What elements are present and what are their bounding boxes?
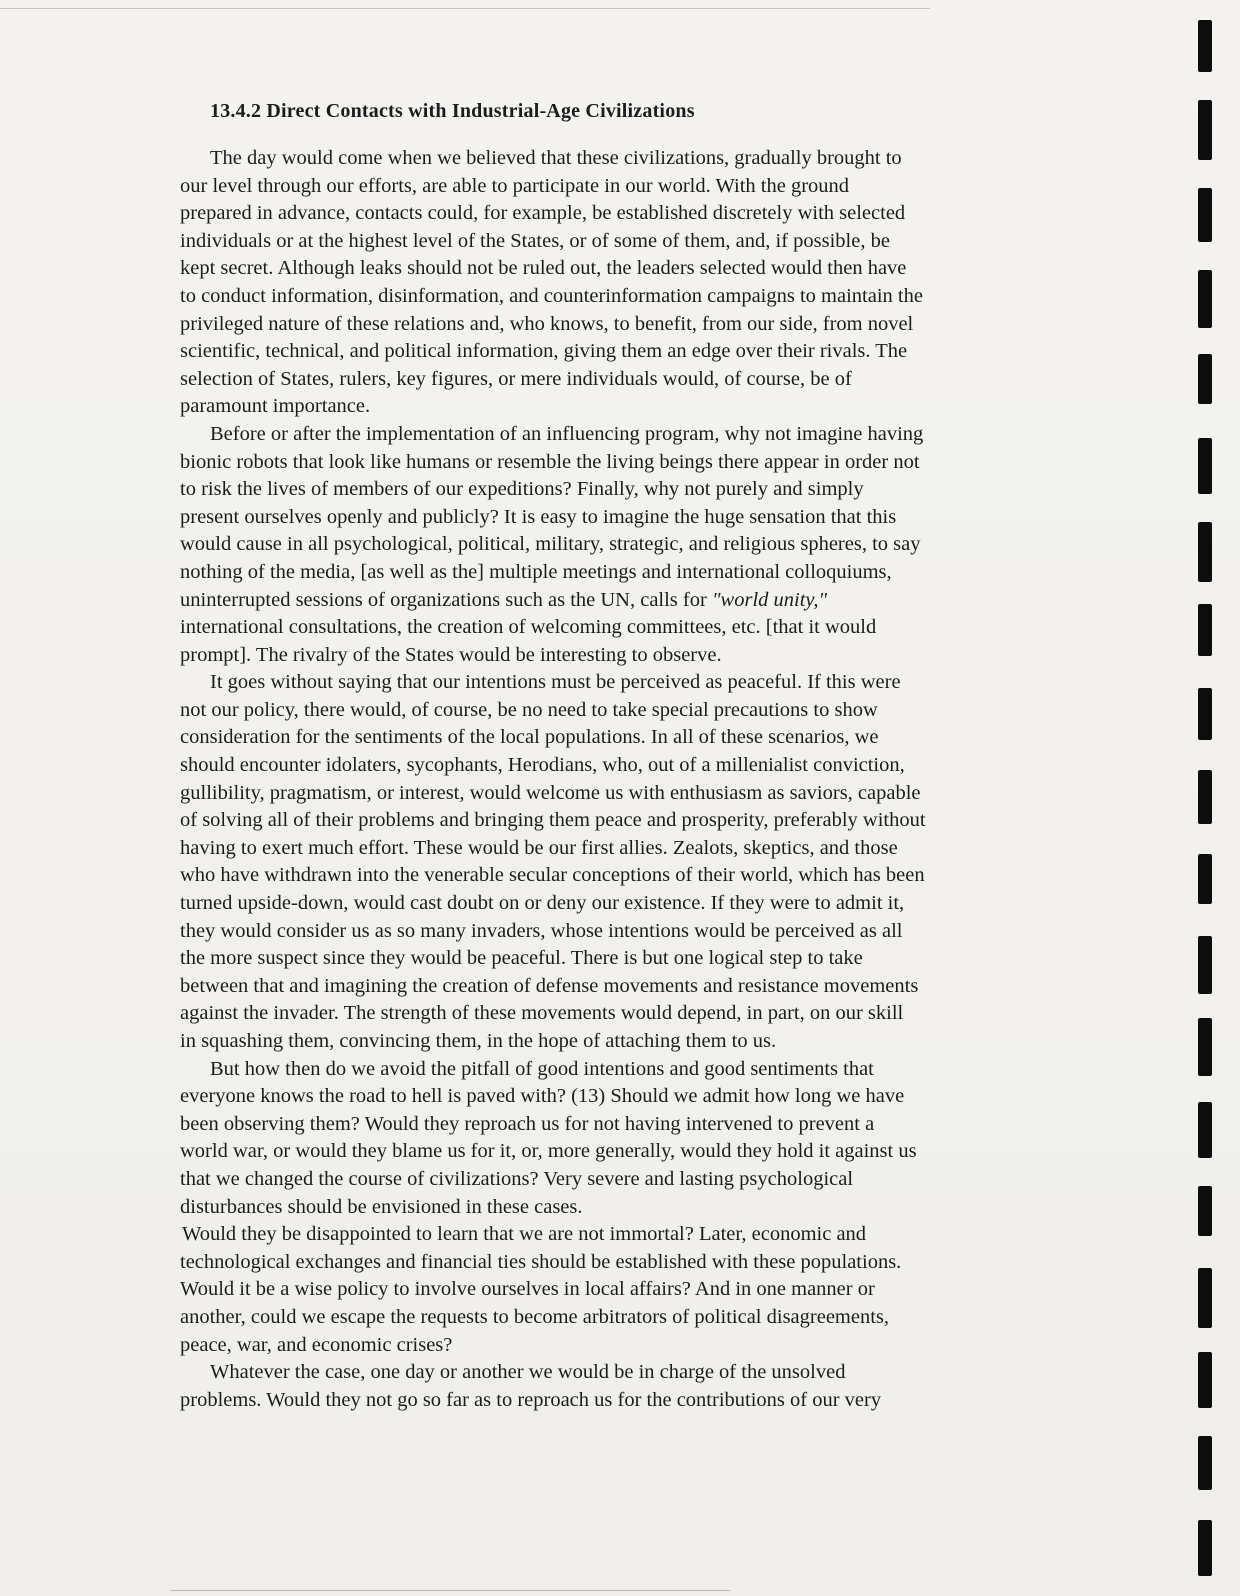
- paragraph-4: [180, 1056, 1080, 1222]
- binder-hole-mark: [1198, 1520, 1212, 1576]
- binder-hole-mark: [1198, 1436, 1212, 1490]
- text-line: not our policy, there would, of course, be no need to take special precautions to show: [180, 698, 878, 721]
- paragraph-2: [180, 421, 1080, 669]
- text-line: everyone knows the road to hell is paved with? (13) Should we admit how long we have: [180, 1085, 905, 1108]
- text-line: our level through our efforts, are able to participate in our world. With the ground: [180, 174, 850, 197]
- top-scan-rule: [0, 8, 930, 9]
- text-line: selection of States, rulers, key figures, or mere individuals would, of course, be of: [180, 367, 852, 390]
- paragraph-6: [180, 1359, 1080, 1414]
- text-line: Before or after the implementation of an influencing program, why not imagine having: [210, 422, 924, 445]
- binder-hole-mark: [1198, 188, 1212, 242]
- binder-hole-mark: [1198, 354, 1212, 404]
- text-line: kept secret. Although leaks should not be ruled out, the leaders selected would then have: [180, 257, 907, 280]
- text-line: that we changed the course of civilizations? Very severe and lasting psychological: [180, 1167, 854, 1190]
- text-line: paramount importance.: [180, 395, 371, 418]
- binder-hole-mark: [1198, 20, 1212, 72]
- text-line: The day would come when we believed that these civilizations, gradually brought to: [210, 147, 902, 169]
- text-line: scientific, technical, and political information, giving them an edge over their rivals. The: [180, 340, 908, 363]
- paragraph-1: [180, 145, 1080, 421]
- italic-phrase: "world unity,": [711, 588, 828, 611]
- binder-hole-mark: [1198, 688, 1212, 740]
- text-line: present ourselves openly and publicly? It is easy to imagine the huge sensation that this: [180, 505, 897, 528]
- binder-hole-mark: [1198, 604, 1212, 656]
- text-line: turned upside-down, would cast doubt on or deny our existence. If they were to admit it,: [180, 892, 905, 915]
- text-line: problems. Would they not go so far as to reproach us for the contributions of our very: [180, 1388, 882, 1411]
- text-line: having to exert much effort. These would be our first allies. Zealots, skeptics, and those: [180, 836, 898, 859]
- paragraph-5: [180, 1221, 1080, 1359]
- text-line: peace, war, and economic crises?: [180, 1333, 453, 1356]
- text-line: prompt]. The rivalry of the States would be interesting to observe.: [180, 643, 722, 666]
- text-line: in squashing them, convincing them, in the hope of attaching them to us.: [180, 1030, 777, 1052]
- text-line: to conduct information, disinformation, and counterinformation campaigns to maintain the: [180, 284, 923, 307]
- binder-hole-mark: [1198, 936, 1212, 994]
- text-line: who have withdrawn into the venerable secular conceptions of their world, which has been: [180, 864, 925, 887]
- binder-hole-mark: [1198, 770, 1212, 824]
- text-line: [180, 587, 1080, 615]
- text-line: would cause in all psychological, political, military, strategic, and religious spheres, to say: [180, 533, 921, 556]
- text-line: privileged nature of these relations and, who knows, to benefit, from our side, from novel: [180, 312, 914, 335]
- text-line: to risk the lives of members of our expeditions? Finally, why not purely and simply: [180, 478, 864, 501]
- text-line: technological exchanges and financial ties should be established with these populations.: [180, 1250, 902, 1273]
- text-line: should encounter idolaters, sycophants, Herodians, who, out of a millenialist conviction,: [180, 754, 905, 777]
- document-body: [180, 100, 1080, 1414]
- text-line: world war, or would they blame us for it, or, more generally, would they hold it against us: [180, 1140, 917, 1163]
- text-line: individuals or at the highest level of the States, or of some of them, and, if possible, be: [180, 229, 890, 252]
- text-line: the more suspect since they would be peaceful. There is but one logical step to take: [180, 947, 863, 970]
- binder-hole-mark: [1198, 1352, 1212, 1408]
- binder-hole-mark: [1198, 522, 1212, 582]
- text-line: against the invader. The strength of these movements would depend, in part, on our skill: [180, 1002, 904, 1025]
- binder-hole-mark: [1198, 1018, 1212, 1076]
- binder-hole-mark: [1198, 100, 1212, 160]
- section-heading: 13.4.2 Direct Contacts with Industrial-Age Civilizations: [210, 100, 695, 122]
- paragraph-3: [180, 669, 1080, 1055]
- text-line: between that and imagining the creation of defense movements and resistance movements: [180, 974, 919, 997]
- text-line: Would they be disappointed to learn that we are not immortal? Later, economic and: [182, 1223, 867, 1246]
- text-line: prepared in advance, contacts could, for example, be established discretely with selected: [180, 202, 906, 225]
- binder-hole-mark: [1198, 1102, 1212, 1158]
- text-line: bionic robots that look like humans or resemble the living beings there appear in order not: [180, 450, 920, 473]
- text-line: been observing them? Would they reproach us for not having intervened to prevent a: [180, 1112, 875, 1135]
- text-line-start: uninterrupted sessions of organizations such as the UN, calls for: [180, 588, 712, 611]
- text-line: But how then do we avoid the pitfall of good intentions and good sentiments that: [210, 1057, 874, 1080]
- binder-hole-mark: [1198, 854, 1212, 904]
- text-line: another, could we escape the requests to become arbitrators of political disagreements,: [180, 1305, 890, 1328]
- text-line: international consultations, the creation of welcoming committees, etc. [that it would: [180, 616, 877, 639]
- text-line: disturbances should be envisioned in these cases.: [180, 1195, 583, 1218]
- text-line: gullibility, pragmatism, or interest, would welcome us with enthusiasm as saviors, capable: [180, 781, 921, 804]
- text-line: It goes without saying that our intentions must be perceived as peaceful. If this were: [210, 671, 901, 694]
- text-line: of solving all of their problems and bringing them peace and prosperity, preferably without: [180, 809, 926, 832]
- binder-hole-mark: [1198, 1268, 1212, 1328]
- binder-hole-mark: [1198, 438, 1212, 494]
- binder-hole-mark: [1198, 270, 1212, 328]
- text-line: consideration for the sentiments of the local populations. In all of these scenarios, we: [180, 726, 879, 749]
- text-line: nothing of the media, [as well as the] multiple meetings and international colloquiums,: [180, 560, 892, 583]
- binder-hole-mark: [1198, 1186, 1212, 1236]
- text-line: Would it be a wise policy to involve ourselves in local affairs? And in one manner or: [180, 1278, 875, 1301]
- text-line: Whatever the case, one day or another we would be in charge of the unsolved: [210, 1361, 846, 1384]
- bottom-scan-rule: [170, 1590, 730, 1591]
- text-line: they would consider us as so many invaders, whose intentions would be perceived as all: [180, 919, 903, 942]
